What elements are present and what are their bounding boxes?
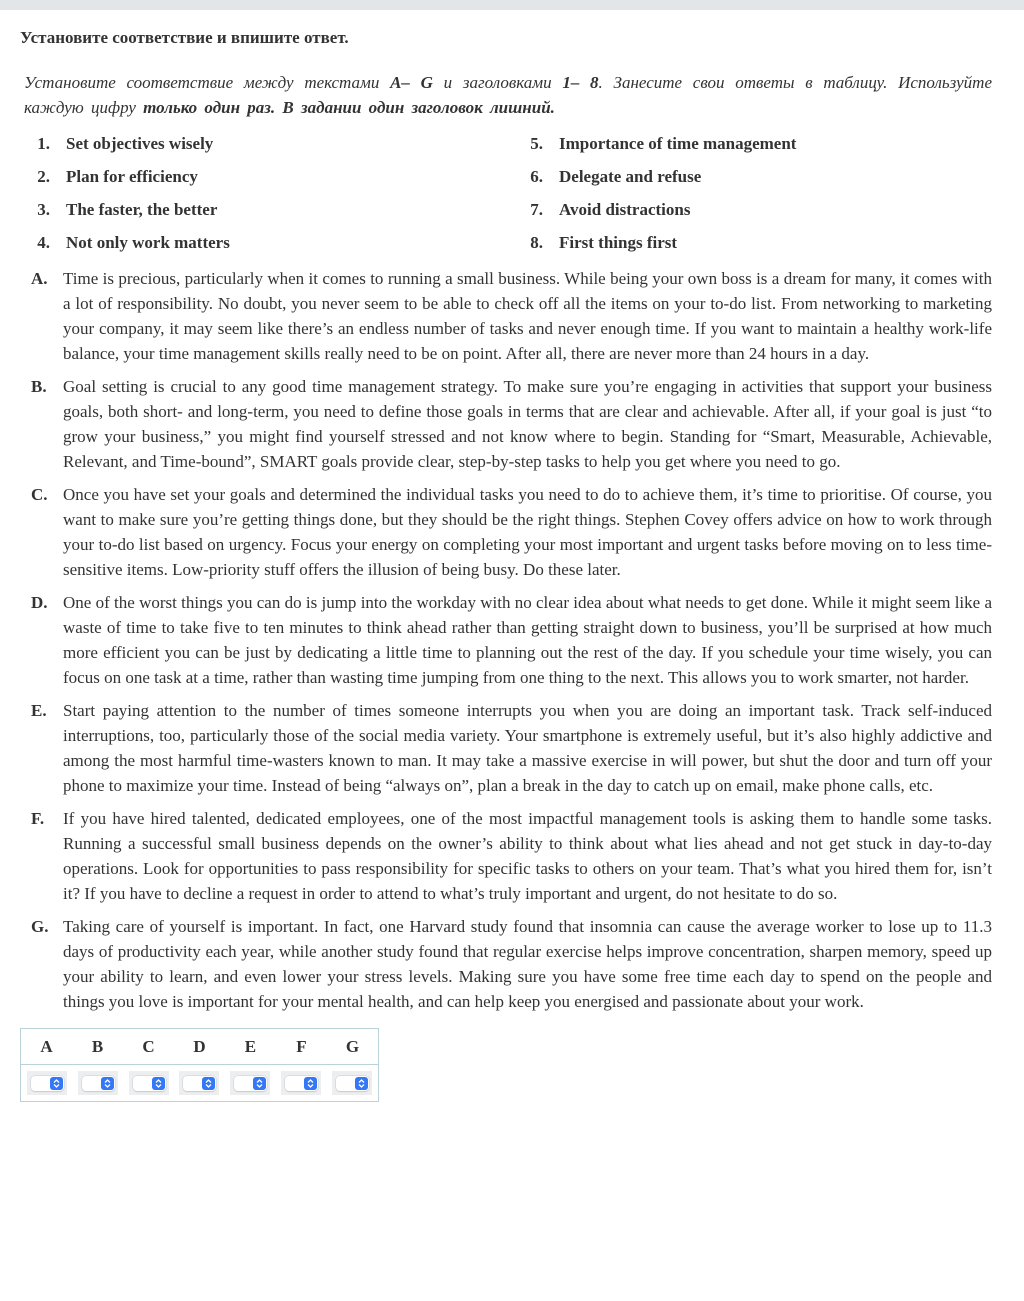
text-item-a: A. Time is precious, particularly when it comes to running a small business. While being your own boss is a dream for many, it comes with a lot of responsibility. No doubt, you never seem to be able to check off all the items on your to-do list. From networking to marketing your company, it may seem like there’s an endless number of tasks and never enough time. If you want to maintain a healthy work-life balance, your time management skills really need to be on point. After all, there are never more than 24 hours in a day. <box>31 269 992 363</box>
task-container <box>0 27 1024 1102</box>
answer-select-g[interactable] <box>332 1071 372 1095</box>
text-item-g: G. Taking care of yourself is important. In fact, one Harvard study found that insomnia can cause the average worker to lose up to 11.3 days of productivity each year, while another study found that regular exercise helps improve concentration, sharpen memory, speed up your ability to learn, and even lower your stress levels. Making sure you have some free time each day to spend on the people and things you love is important for your mental health, and can help keep you energised and passionate about your work. <box>31 917 992 1011</box>
answer-select-b[interactable] <box>78 1071 118 1095</box>
text-item-d: D. One of the worst things you can do is jump into the workday with no clear idea about what needs to get done. While it might seem like a waste of time to take five to ten minutes to think ahead rather than getting straight down to business, you’ll be surprised at how much more efficient you can be just by dedicating a little time to planning out the rest of the day. If you schedule your time wisely, you can focus on one task at a time, rather than wasting time jumping from one thing to the next. This allows you to work smarter, not harder. <box>31 593 992 687</box>
column-header-a: A <box>21 1029 73 1065</box>
up-down-chevron-icon <box>50 1077 63 1090</box>
texts-list <box>20 266 992 1014</box>
answer-select-d[interactable] <box>179 1071 219 1095</box>
text-item-c: C. Once you have set your goals and determined the individual tasks you need to do to achieve them, it’s time to prioritise. Of course, you want to make sure you’re getting things done, but they should be the right things. Stephen Covey offers advice on how to work through your to-do list based on urgency. Focus your energy on completing your most important and urgent tasks before moving on to less time-sensitive items. Low-priority stuff offers the illusion of being busy. Do these later. <box>31 485 992 579</box>
column-header-e: E <box>225 1029 276 1065</box>
column-header-f: F <box>276 1029 327 1065</box>
task-instruction: Установите соответствие между текстами A– G и заголовками 1– 8. Занесите свои ответы в таблицу. Используйте каждую цифру только один раз. В задании один заголовок лишний. <box>24 73 993 117</box>
text-item-e: E. Start paying attention to the number of times someone interrupts you when you are doing an important task. Track self-induced interruptions, too, particularly those of the social media variety. Your smartphone is extremely useful, but it’s also highly addictive and among the most harmful time-wasters known to man. It may take a massive exercise in will power, but shut the door and turn off your phone to maximize your time. Instead of being “always on”, plan a break in the day to catch up on email, make phone calls, etc. <box>31 701 992 795</box>
up-down-chevron-icon <box>304 1077 317 1090</box>
text-item-b: B. Goal setting is crucial to any good time management strategy. To make sure you’re engaging in activities that support your business goals, both short- and long-term, you need to define those goals in terms that are clear and achievable. After all, if your goal is just “to grow your business,” you might find yourself stressed and not know where to begin. Standing for “Smart, Measurable, Achievable, Relevant, and Time-bound”, SMART goals provide clear, step-by-step tasks to help you get where you need to go. <box>31 377 992 471</box>
headings-column-left <box>20 133 515 265</box>
headings-column-right <box>515 133 796 265</box>
column-header-c: C <box>123 1029 174 1065</box>
up-down-chevron-icon <box>253 1077 266 1090</box>
up-down-chevron-icon <box>355 1077 368 1090</box>
task-title: Установите соответствие и впишите ответ. <box>20 28 349 47</box>
answer-select-e[interactable] <box>230 1071 270 1095</box>
top-bar <box>0 0 1024 10</box>
heading-item: 8. First things first <box>530 233 678 252</box>
column-header-b: B <box>72 1029 123 1065</box>
heading-item: 3. The faster, the better <box>37 200 218 219</box>
up-down-chevron-icon <box>101 1077 114 1090</box>
text-item-f: F. If you have hired talented, dedicated employees, one of the most impactful management tools is asking them to handle some tasks. Running a successful small business depends on the owner’s ability to think about what lies ahead and not get stuck in day-to-day operations. Look for opportunities to pass responsibility for specific tasks to others on your team. That’s what you hired them for, isn’t it? If you have to decline a request in order to attend to what’s truly important and urgent, do not hesitate to do so. <box>31 809 992 903</box>
heading-item: 6. Delegate and refuse <box>530 167 702 186</box>
answer-select-c[interactable] <box>129 1071 169 1095</box>
column-header-g: G <box>327 1029 379 1065</box>
heading-item: 1. Set objectives wisely <box>37 134 214 153</box>
heading-item: 7. Avoid distractions <box>530 200 691 219</box>
headings-list <box>20 133 992 265</box>
heading-item: 2. Plan for efficiency <box>37 167 198 186</box>
answer-table <box>20 1028 379 1102</box>
answer-select-a[interactable] <box>27 1071 67 1095</box>
answer-table-selects <box>21 1065 379 1102</box>
heading-item: 4. Not only work matters <box>37 233 230 252</box>
up-down-chevron-icon <box>202 1077 215 1090</box>
up-down-chevron-icon <box>152 1077 165 1090</box>
heading-item: 5. Importance of time management <box>530 134 797 153</box>
column-header-d: D <box>174 1029 225 1065</box>
answer-table-header <box>21 1029 379 1065</box>
answer-select-f[interactable] <box>281 1071 321 1095</box>
